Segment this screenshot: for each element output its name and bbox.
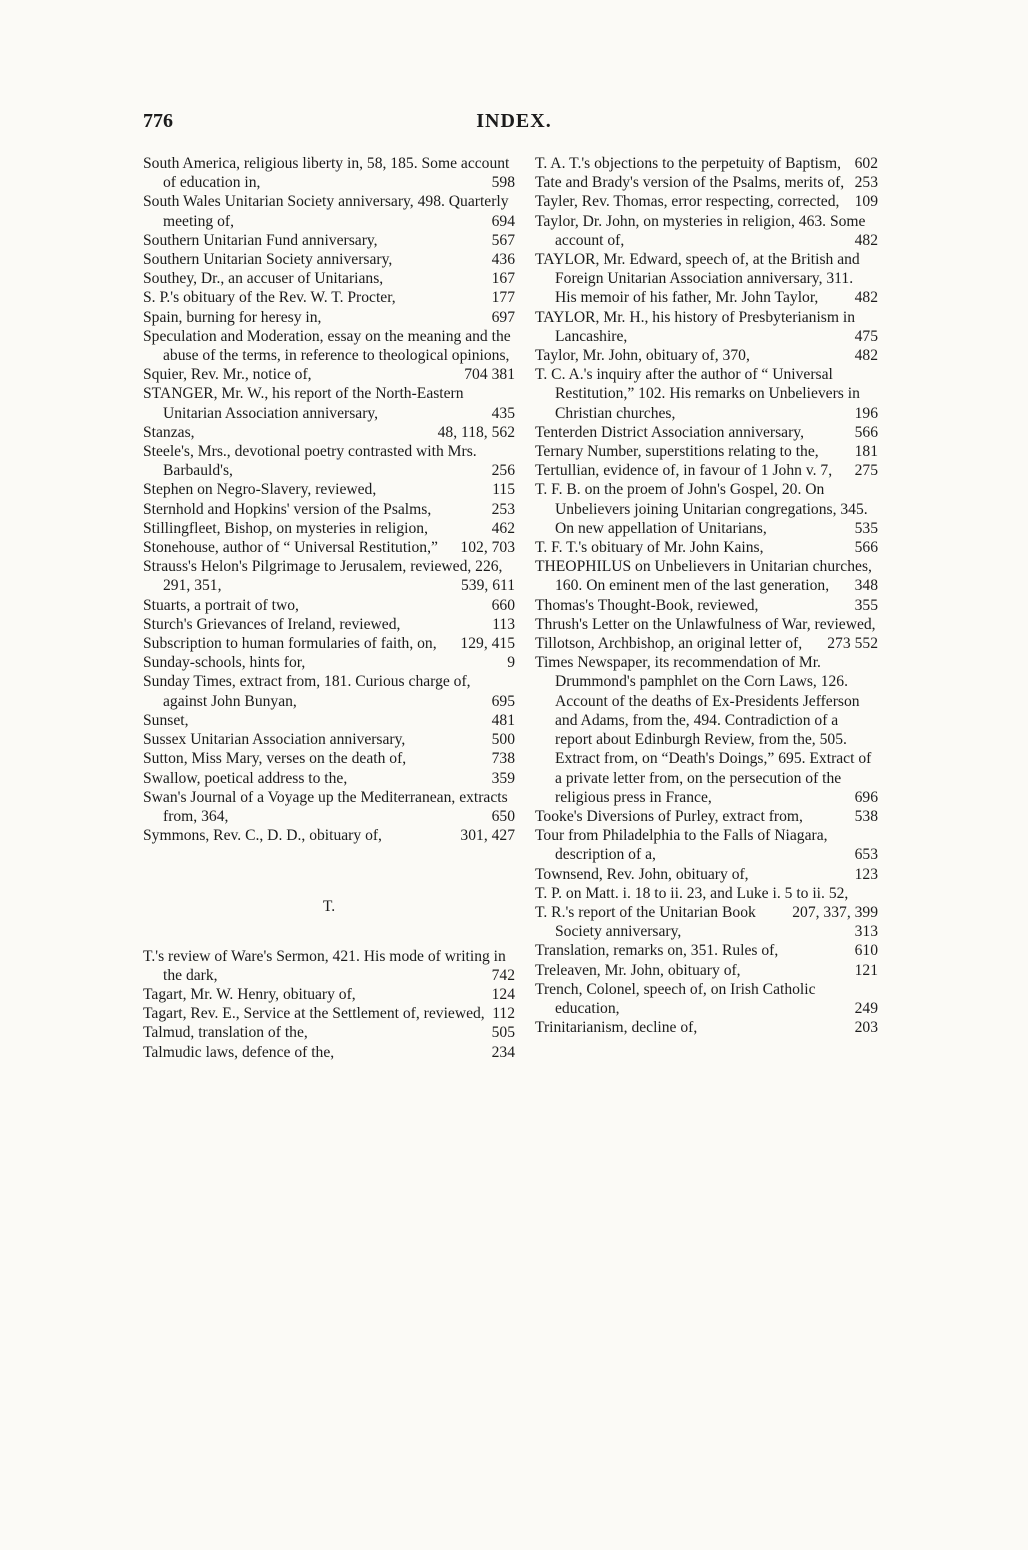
index-entry	[535, 634, 878, 653]
index-entry	[143, 538, 515, 557]
index-entry-text: T. F. B. on the proem of John's Gospel, 20. On Unbelievers joining Unitarian congregations, 345. On new appellation of Unitarians,	[535, 481, 868, 537]
index-entry	[535, 807, 878, 826]
index-entry-page: 9	[507, 654, 515, 672]
index-entry-text: Sternhold and Hopkins' version of the Psalms,	[143, 500, 432, 518]
index-entry-page: 115	[492, 481, 515, 499]
index-column-left	[143, 154, 515, 1062]
section-letter: T.	[322, 898, 336, 916]
index-entry-text: T. A. T.'s objections to the perpetuity of Baptism,	[535, 155, 841, 172]
index-entry-text: Sutton, Miss Mary, verses on the death of,	[143, 750, 407, 768]
index-entry-text: Tooke's Diversions of Purley, extract from,	[535, 807, 803, 825]
index-entry	[143, 480, 515, 499]
index-entry-text: T. P. on Matt. i. 18 to ii. 23, and Luke i. 5 to ii. 52,	[535, 884, 849, 902]
index-entry-page: 348	[854, 577, 878, 595]
index-entry-page: 566	[854, 539, 878, 557]
index-entry-text: T. R.'s report of the Unitarian Book Society anniversary,	[535, 903, 756, 941]
index-entry	[535, 826, 878, 864]
index-entry	[535, 442, 878, 461]
index-entry-text: Stillingfleet, Bishop, on mysteries in religion,	[143, 519, 428, 537]
index-entry-text: Stonehouse, author of “ Universal Restitution,”	[143, 539, 438, 557]
index-entry-page: 275	[854, 462, 878, 480]
page-header	[0, 110, 1028, 142]
index-entry-text: Taylor, Mr. John, obituary of, 370,	[535, 347, 750, 365]
index-entry-page: 660	[491, 596, 515, 614]
index-entry	[535, 423, 878, 442]
index-entry-text: Talmudic laws, defence of the,	[143, 1043, 335, 1061]
index-entry-page: 539, 611	[461, 577, 515, 595]
index-entry-page: 505	[491, 1024, 515, 1042]
index-entry-text: Stanzas,	[143, 423, 195, 441]
index-entry	[143, 1043, 515, 1062]
index-entry-page: 538	[854, 807, 878, 825]
index-entry-page: 695	[491, 692, 515, 710]
index-entry-page: 124	[491, 985, 515, 1003]
index-entry-text: Tillotson, Archbishop, an original letter of,	[535, 635, 803, 653]
index-entry-page: 697	[491, 308, 515, 326]
index-entry	[143, 519, 515, 538]
index-entry-page: 256	[491, 462, 515, 480]
index-entry-text: Sunday-schools, hints for,	[143, 654, 306, 672]
index-entry-page: 181	[854, 443, 878, 461]
index-entry-text: Sunset,	[143, 711, 189, 729]
index-entry-text: Tayler, Rev. Thomas, error respecting, corrected,	[535, 193, 840, 211]
index-entry	[143, 1023, 515, 1042]
index-entry-page: 598	[491, 174, 515, 192]
index-entry	[535, 980, 878, 1018]
index-entry-text: Ternary Number, superstitions relating to the,	[535, 443, 819, 461]
index-entry	[535, 941, 878, 960]
index-entry-page: 482	[854, 347, 878, 365]
index-entry-text: Tagart, Rev. E., Service at the Settlement of, reviewed,	[143, 1005, 485, 1023]
index-entry-text: Subscription to human formularies of faith, on,	[143, 635, 437, 653]
index-entry	[143, 672, 515, 710]
index-entry	[143, 826, 515, 845]
index-entry-page: 381	[491, 366, 515, 384]
index-entry-page: 462	[491, 519, 515, 537]
index-entry-page: 167	[491, 270, 515, 288]
index-entry-text: T. F. T.'s obituary of Mr. John Kains,	[535, 539, 764, 557]
index-entry-page: 482	[854, 231, 878, 249]
index-entry	[535, 596, 878, 615]
index-entry-text: Taylor, Dr. John, on mysteries in religion, 463. Some account of,	[535, 212, 866, 249]
index-list-s	[143, 154, 515, 845]
index-entry-text: Southern Unitarian Society anniversary,	[143, 251, 393, 269]
index-entry	[535, 538, 878, 557]
index-entry	[143, 788, 515, 826]
index-entry	[535, 192, 878, 211]
index-entry-page: 355	[854, 596, 878, 614]
index-entry-text: Swallow, poetical address to the,	[143, 769, 348, 787]
index-entry-page: 435	[491, 404, 515, 422]
index-entry	[143, 653, 515, 672]
index-entry	[535, 461, 878, 480]
index-entry	[535, 308, 878, 346]
index-entry-page: 566	[854, 423, 878, 441]
index-entry-page: 696	[854, 788, 878, 806]
index-entry	[143, 769, 515, 788]
index-entry-text: Stephen on Negro-Slavery, reviewed,	[143, 481, 377, 499]
index-entry-text: Talmud, translation of the,	[143, 1024, 308, 1042]
index-entry-text: South Wales Unitarian Society anniversary, 498. Quarterly meeting of,	[143, 193, 509, 230]
index-entry	[143, 192, 515, 230]
index-entry-text: Speculation and Moderation, essay on the meaning and the abuse of the terms, in reference to theological opinions,	[143, 327, 511, 365]
index-entry-page: 482	[854, 289, 878, 307]
index-entry-page: 112	[492, 1005, 515, 1023]
index-entry-text: TAYLOR, Mr. Edward, speech of, at the British and Foreign Unitarian Association anniversary, 311. His memoir of his father, Mr. John Taylor,	[535, 251, 860, 307]
index-entry	[143, 985, 515, 1004]
index-entry-page: 207, 337, 399	[792, 903, 878, 921]
index-column-right	[535, 154, 878, 1037]
index-entry-page: 552	[854, 635, 878, 653]
index-entry-page: 567	[491, 231, 515, 249]
index-entry-text: Spain, burning for heresy in,	[143, 308, 322, 326]
index-entry-text: Stuarts, a portrait of two,	[143, 596, 299, 614]
index-entry	[143, 596, 515, 615]
index-entry-page: 109	[854, 193, 878, 211]
index-entry-text: Thrush's Letter on the Unlawfulness of War, reviewed,	[535, 615, 876, 633]
index-entry-text: Times Newspaper, its recommendation of Mr. Drummond's pamphlet on the Corn Laws, 126. Account of the deaths of Ex-Presidents Jefferson and Adams, from the, 494. Contradiction of a report about Edinburgh Review, from the, 505. Extract from, on “Death's Doings,” 695. Extract of a private letter from, on the persecution of the religious press in France,	[535, 654, 872, 806]
index-entry-page: 273	[827, 635, 851, 653]
index-entry-page: 129, 415	[460, 635, 515, 653]
index-entry-text: Sunday Times, extract from, 181. Curious charge of, against John Bunyan,	[143, 673, 471, 710]
index-entry	[143, 1004, 515, 1023]
index-entry-page: 253	[491, 500, 515, 518]
index-entry-page: 742	[491, 966, 515, 984]
index-entry-page: 102, 703	[460, 539, 515, 557]
index-entry	[535, 653, 878, 807]
index-entry	[143, 384, 515, 422]
index-entry-page: 436	[491, 251, 515, 269]
index-entry-page: 234	[491, 1043, 515, 1061]
index-entry	[535, 346, 878, 365]
index-entry	[143, 615, 515, 634]
index-entry	[143, 423, 515, 442]
index-entry-page: 481	[491, 711, 515, 729]
index-entry	[143, 557, 515, 595]
index-entry-page: 694	[491, 212, 515, 230]
index-entry-text: T.'s review of Ware's Sermon, 421. His mode of writing in the dark,	[143, 947, 506, 984]
index-entry	[535, 480, 878, 538]
index-entry-text: STANGER, Mr. W., his report of the North-Eastern Unitarian Association anniversary,	[143, 385, 464, 422]
index-entry	[535, 250, 878, 308]
index-entry-text: Steele's, Mrs., devotional poetry contrasted with Mrs. Barbauld's,	[143, 443, 477, 480]
index-entry	[143, 634, 515, 653]
index-entry-text: Translation, remarks on, 351. Rules of,	[535, 942, 779, 960]
index-entry-page: 313	[854, 923, 878, 941]
index-entry	[535, 212, 878, 250]
index-entry-text: Tenterden District Association anniversary,	[535, 423, 804, 441]
index-entry-text: Trench, Colonel, speech of, on Irish Catholic education,	[535, 980, 816, 1017]
index-entry	[143, 269, 515, 288]
index-entry	[143, 231, 515, 250]
index-entry-page: 653	[854, 846, 878, 864]
page-title: INDEX.	[476, 110, 552, 132]
index-entry-text: THEOPHILUS on Unbelievers in Unitarian churches, 160. On eminent men of the last generation,	[535, 558, 872, 595]
index-entry-text: Southey, Dr., an accuser of Unitarians,	[143, 270, 384, 288]
index-entry-text: Symmons, Rev. C., D. D., obituary of,	[143, 827, 382, 845]
index-entry-page: 301, 427	[460, 827, 515, 845]
index-entry-text: Treleaven, Mr. John, obituary of,	[535, 961, 741, 979]
index-entry-text: T. C. A.'s inquiry after the author of “ Universal Restitution,” 102. His remarks on Unbelievers in Christian churches,	[535, 366, 860, 422]
index-entry	[535, 154, 878, 173]
index-entry-page: 113	[492, 615, 515, 633]
index-entry	[535, 1018, 878, 1037]
index-entry-text: Strauss's Helon's Pilgrimage to Jerusalem, reviewed, 226, 291, 351,	[143, 558, 503, 595]
index-entry	[143, 365, 515, 384]
index-entry-text: Thomas's Thought-Book, reviewed,	[535, 596, 759, 614]
index-entry-page: 650	[491, 807, 515, 825]
index-entry-text: Southern Unitarian Fund anniversary,	[143, 231, 378, 249]
index-entry	[535, 173, 878, 192]
index-entry-page: 177	[491, 289, 515, 307]
index-entry-text: Squier, Rev. Mr., notice of,	[143, 366, 312, 384]
index-entry-page: 535	[854, 519, 878, 537]
index-entry	[143, 442, 515, 480]
index-entry-text: Tertullian, evidence of, in favour of 1 John v. 7,	[535, 462, 833, 480]
index-entry-page: 203	[854, 1019, 878, 1037]
index-entry-text: S. P.'s obituary of the Rev. W. T. Procter,	[143, 289, 396, 307]
index-entry-text: Tate and Brady's version of the Psalms, merits of,	[535, 174, 845, 192]
index-entry	[535, 884, 878, 921]
index-entry	[143, 730, 515, 749]
index-entry-page: 610	[854, 942, 878, 960]
index-entry-text: South America, religious liberty in, 58, 185. Some account of education in,	[143, 155, 510, 192]
index-entry	[143, 500, 515, 519]
index-entry-page: 475	[854, 327, 878, 345]
index-entry	[535, 961, 878, 980]
index-entry-text: Townsend, Rev. John, obituary of,	[535, 865, 749, 883]
index-entry	[143, 749, 515, 768]
index-entry-page: 249	[854, 999, 878, 1017]
index-entry-page: 123	[854, 865, 878, 883]
index-entry-page: 704	[464, 366, 488, 384]
index-entry-page: 602	[854, 155, 878, 172]
index-entry	[535, 365, 878, 423]
index-entry	[535, 865, 878, 884]
index-entry-text: Tagart, Mr. W. Henry, obituary of,	[143, 985, 356, 1003]
index-entry-page: 359	[491, 769, 515, 787]
index-entry-page: 500	[491, 731, 515, 749]
index-entry-text: Sturch's Grievances of Ireland, reviewed,	[143, 615, 401, 633]
index-list-t	[143, 947, 515, 1062]
index-entry-page: 253	[854, 174, 878, 192]
index-entry	[143, 250, 515, 269]
index-entry-page: 121	[854, 961, 878, 979]
index-entry	[143, 947, 515, 985]
index-entry-text: TAYLOR, Mr. H., his history of Presbyterianism in Lancashire,	[535, 308, 856, 345]
index-entry-text: Tour from Philadelphia to the Falls of Niagara, description of a,	[535, 827, 828, 864]
index-list-t-continued	[535, 154, 878, 1037]
index-entry-text: Swan's Journal of a Voyage up the Mediterranean, extracts from, 364,	[143, 788, 508, 825]
index-entry	[143, 288, 515, 307]
page-number: 776	[143, 110, 173, 132]
index-entry	[143, 308, 515, 327]
index-entry	[535, 557, 878, 595]
index-entry	[143, 711, 515, 730]
index-entry	[143, 154, 515, 192]
index-entry-text: Sussex Unitarian Association anniversary,	[143, 731, 406, 749]
index-entry-page: 196	[854, 404, 878, 422]
index-entry-text: Trinitarianism, decline of,	[535, 1019, 698, 1037]
index-entry-page: 738	[491, 750, 515, 768]
index-entry-page: 48, 118, 562	[437, 423, 515, 441]
index-entry	[535, 903, 878, 941]
